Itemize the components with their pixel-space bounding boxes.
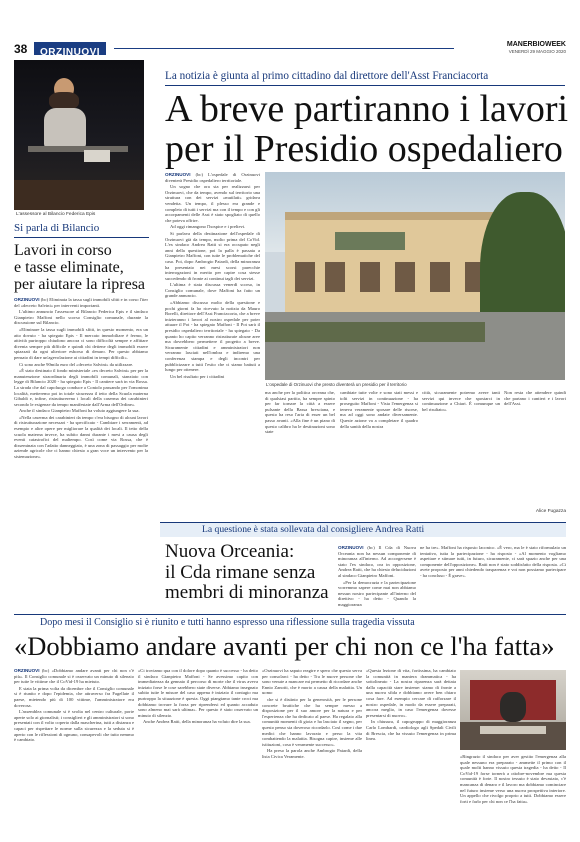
article4-kicker: Dopo mesi il Consiglio si è riunito e tutti hanno espresso una riflessione sulla tragedia vissuta (40, 617, 415, 628)
article1-col2 (265, 390, 335, 516)
article4-col1 (14, 668, 134, 828)
photo-caption-epis: L'assessore al Bilancio Federica Epis (16, 212, 96, 217)
paragraph: «Eliminare la tassa sugli immobili sfitti, in questo momento, era un atto dovuto - ha spiegato Epis - Il mercato immobiliare è fermo, le attività purtroppo chiudono ancora ci sono difficoltà sempre e affittare diventa sempre più difficile e quindi chi detiene degli immobili essere spiazzati da ogni ulteriore esborso di denaro. Per questo abbiamo pensato di dare un'agevolazione ai cittadini in tempi difficili». (14, 326, 148, 360)
paragraph: (bc) L'ospedale di Orzinuovi diventerà Presidio ospedaliero territoriale. (165, 172, 260, 183)
council-photo (460, 670, 566, 750)
paragraph: Ci sono anche 90mila euro del «decreto Salvini» da utilizzare. (19, 361, 134, 367)
paragraph: ma anche per la politica orceana che, di qualsiasi partito, ha sempre spinto per far tornare la città a essere pulsante della Bassa bresciana, e questo ha reso l'aria di esser un bel passo avanti. «Alla fine è un piano di questo calibro ha le destinazioni sono state (265, 390, 335, 435)
article1-col3 (340, 390, 418, 516)
article1-dateline: ORZINUOVI (165, 172, 191, 177)
article4-col3 (262, 668, 362, 828)
article1-col5 (504, 390, 566, 508)
article4-headline: «Dobbiamo andare avanti per chi non ce l'ha fatta» (14, 631, 555, 661)
article4-dateline: ORZINUOVI (14, 668, 40, 673)
paragraph: Ha preso la parola anche Ambrogio Paiardi, della lista Civica Veramente. (262, 748, 362, 759)
page-header (14, 42, 566, 56)
paragraph: «Nella caserma dei carabinieri da tempo c'era bisogno di alcuni lavori di ristrutturazione necessari - ha specificato - Cambiare i serramenti, ad esempio e altre opere per migliorare la qualità dei locali. Il tetto della scuola materna invece, ha subito danni durante i mesi a causa degli eventi catastrofici del maltempo. Così come via Rossa, che è disseminata con l'adatto danneggiato, è una zona di passaggio per molte aziende agricole che ci hanno chiesto a gran voce un intervento per la sistemazione». (14, 414, 148, 460)
paragraph: L'ultimo annuncio l'assessore al Bilancio Federica Epis e il sindaco Gianpietro Maffoni nello scorso Consiglio comunale, durante la discussione sul Bilancio. (14, 309, 148, 326)
paragraph: L'ultima è stata discussa venerdì scorso, in Consiglio comunale, dove Maffoni ha fatto un grande annuncio. (165, 282, 260, 299)
article3-headline-line3: membri di minoranza (165, 582, 329, 603)
paragraph: città, sicuramente potremo avere tanti servizi qui invece che spostarci in continuazione a Chiari. È comunque un bel risultato». (422, 390, 500, 412)
paragraph: In chiusura, il capogruppo di maggioranza Carlo Lombardi, cardiologo agli Spedali Civili di Brescia, che ha vissuto l'emergenza in prima linea. (366, 719, 456, 742)
article3-headline-line1: Nuova Orceania: (165, 541, 295, 562)
article2-headline (14, 242, 154, 293)
paragraph: Ad oggi rimangono l'hospice e i prelievi. (170, 224, 246, 230)
article2-headline-line1: Lavori in corso (14, 242, 112, 259)
paragraph: Un sogno che ora sta per realizzarsi per Orzinuovi, che da tempo, avendo sul territorio una struttura con dei servizi «mutilati» gridava vendetta. Un tempo, il plesso era grande e completo di tutti i servizi ma con il tempo e con gli accorpamenti delle Asst è stato spogliato di quello che poteva offrire. (165, 184, 260, 223)
article2-headline-line3: per aiutare la ripresa (14, 276, 146, 293)
paragraph: «Orzinuovi ha saputo reagire e spero che questo serva per consolarci - ha detto - Tra le nuove persone che sono venute a mancare mi permetto di ricordare anche Ennio Zanotti, che è morto a causa della malattia. Un uomo (262, 668, 362, 696)
masthead: MANERBIOWEEK (506, 41, 566, 48)
paragraph: L'assemblea comunale si è svolta nel centro culturale, porte aperte solo ai giornalisti; i consiglieri e gli amministratori si sono presentati con il volto coperto dalla mascherina, tutti a distanza e capaci per rispettare le norme sulla sicurezza e la seduta si è aperto con le riflessioni di ognuno, consapevoli che tutto nemmo è cambiato. (14, 709, 134, 743)
article2-kicker: Si parla di Bilancio (14, 222, 100, 234)
paragraph: «È stato destinato il fondo ministeriale «ex decreto Salvini» per per la manutenzione straordinaria degli immobili comunali, stanziato con legge di Bilancio 2020 - ha spiegato Epis - Il cantiere sarà in via Rossa. La strada che dal capoluogo conduce a Coniolo passando per l'omonima località, metteremo poi in totale sicurezza il tetto della Scuola materna Gibaldi e, infine, ristrutturereno i locali della caserma dei carabinieri secondo le esigenze da tempo manifestate dall'Arma dell'Ordine». (14, 368, 148, 407)
paragraph: ne ha tre». Maffoni ha risposto laconico. «È vero, ma le è stato riformulato un tentativo, tutta la partecipazione - ha risposto - «Al momento vogliamo aspettare e stimare tutti, in futuro, sicuramente, ci sarà spazio anche per una componente dell'opposizione». Ratti non è stato soddisfatto della risposta. «Ci avete proposto per anni chiedendo trasparenza e voi non possiamo partecipare - ha concluso - È grave». (420, 545, 566, 578)
article4-col4 (366, 668, 456, 828)
article1-col4 (422, 390, 500, 516)
issue-date: VENERDÌ 29 MAGGIO 2020 (508, 49, 566, 54)
paragraph: Non resta che attendere quindi che partano i cantieri e i lavori dell'Asst. (504, 390, 566, 407)
paragraph: (bc) Il Cda di Nuova Orceania non ha nessun componente di minoranza all'interno. Ad accorgersene è stato l'ex sindaco, ora in opposizione, Andrea Ratti, che ha chiesto delucidazioni al sindaco Gianpietro Maffoni. (338, 545, 416, 578)
paragraph: Si parlava della destinazione dell'ospedale di Orzinuovi già da tempo, molto prima del CoVid. L'ex sindaco Andrea Ratti si era occupato negli anni della questione, poi la palla è passata a Gianpietro Maffoni, con tutte le problematiche del caso. Poi, dopo Ambrogio Paiardi, della minoranza ha presentato nei mesi scorsi parecchie interrogazioni in merito per capire cosa stesse succedendo di fronte ai continui tagli dei servizi. (165, 230, 260, 281)
hospital-photo (265, 172, 565, 380)
article3-headline (165, 542, 335, 604)
paragraph: «Ringrazio il sindaco per aver gestito l'emergenza alla quale nessuno era preparato - ammette il primo con il quale molti hanno vissuto questa tragedia - ha detto - Il CoVid-19 forse tornerà a ottobre-novembre ma questa comunità è forte. Il nostro tessuto è stato devastato, c'è mancanza di denaro e il lavoro ma dobbiamo cominciare nel futuro insieme verso una nuova prospettiva interiore. Un appello che rivolgo proprio a tutti. Dobbiamo essere forti e farlo per chi non ce l'ha fatta». (460, 754, 566, 804)
section-label (34, 42, 106, 58)
paragraph: Anche Andrea Ratti, della minoranza ha voluto dire la sua. (143, 719, 251, 725)
paragraph: «Ci troviamo qua con il dolore dopo quanto è successo - ha detto il sindaco Gianpietro Maffoni - Se avessimo capito con immediatezza da gennaio il percorso di morte che il virus aveva iniziato forse le cose sarebbero state diverse. Abbiamo insegnato subito tutte le misure del caso appena è iniziato il contagio ma purtroppo la situazione è questa. Oggi piangiamo tante croci ma dobbiamo trovare la forza per riprendersi ed quanto accaduto sono almeno mai sarà ultima». Per questo è stato osservato un minuto di silenzio. (138, 668, 258, 718)
paragraph: «Abbiamo discusso molto della questione e pochi giorni fa ho ricevuto la notizia da Mauro Borelli, direttore dell'Asst Franciacorta, che a breve inizieranno i lavori al nostro ospedale per poter attuare il Pot - ha spiegato Maffoni - Il Pot sarà il presidio ospedaliero territoriale - ha spiegato - Da quanto ho capito verranno ristrutturate alcune aree ma dovrebbero permettere il progetto a breve. Sicuramente cittadini e amministratori non verranno lasciati nell'ombra e indiremo una conferenza stampa e degli incontri per pubblicizzare a tutti l'esito che ci siamo battuti a lungo per ottenere. (165, 300, 260, 373)
article3-headline-line2: il Cda rimane senza (165, 561, 316, 583)
article4-col2 (138, 668, 258, 828)
speaker-photo (14, 60, 144, 210)
article3-col1 (338, 545, 416, 607)
page-number: 38 (14, 42, 28, 56)
paragraph: E stata la prima volta da dicembre che il Consiglio comunale si è riunito e dopo l'epidemia, che attraverso fra Fagellate il paese, mietendo più di 100 vittime, l'amministratore era doverosa. (14, 685, 134, 708)
photo-credit: Alice Fugazza (535, 509, 566, 514)
article1-col1 (165, 172, 260, 516)
article3-banner (160, 522, 566, 537)
article3-kicker: La questione è stata sollevata dal consigliere Andrea Ratti (202, 524, 425, 535)
article1-headline (165, 89, 575, 169)
paragraph: cambiate tutte volte e sono stati messi e tolti servizi in continuazione - ha proseguito Maffoni - Vista l'emergenza si teneva veramente sposare delle risorse, ma ad oggi sono andate diversamente. Queste azione va a completare il quadro della sanità della nostra (340, 390, 418, 429)
paragraph: che si è distinto per la generosità, per le persone concrete bruttiche che ha sempre messo a disposizione per il suo amore per la natura e per l'esperienza che ha dedicato al paese. Ha regalato alla comunità momenti di gioia e ha lasciato il segno, per questo penso sia doveroso ricordarlo. Così come i due medici che hanno lavorato e perso la vita combattendo la malattia. Bisogna capire, insieme alle istituzioni, cosa è veramente successo». (262, 696, 362, 747)
paragraph: «Per la democrazia e la partecipazione vorremmo sapere come mai non abbiamo nessun nostro partecipante all'interno del direttivo - ha detto - Quando la maggioranza (338, 579, 416, 607)
article4-col5 (460, 754, 566, 828)
paragraph: «Questa lezione di vita, fortissima, ha cambiato la comunità in maniera drammatica - ha sottolineato - La nostra riparenza sarà dettata dalla capacità stare insieme: siamo di fronte a una nuova sfida e dobbiamo avere ben chiaro cosa fare. Ad esempio cercare di rafforzare il nostro ospedale, in modo da essere preparati, ancora meglio, in caso l'emergenza dovesse presentarsi di nuovo». (366, 668, 456, 718)
photo-caption-hospital: L'ospedale di Orzinuovi che presto diventerà un presidio per il territorio (266, 382, 407, 387)
section-name: ORZINUOVI (40, 47, 101, 58)
article1-headline-line1: A breve partiranno i lavori (165, 88, 569, 130)
article2-dateline: ORZINUOVI (14, 297, 40, 302)
paragraph: Un bel risultato per i cittadini (170, 373, 225, 379)
article3-dateline: ORZINUOVI (338, 545, 364, 550)
article1-kicker: La notizia è giunta al primo cittadino dal direttore dell'Asst Franciacorta (165, 70, 489, 82)
paragraph: Anche il sindaco Gianpietro Maffoni ha voluto aggiungere la sua. (19, 408, 140, 414)
article3-col2 (420, 545, 566, 607)
article2-headline-line2: e tasse eliminate, (14, 259, 124, 276)
paragraph: (bc) Eliminata la tassa sugli immobili sfitti e in corso l'iter del «decreto Salvini» per interventi importanti. (14, 297, 148, 308)
paragraph: (bc) «Dobbiamo andare avanti per chi non c'è più». Il Consiglio comunale si è osservato un minuto di silenzio per tutte le vittime che il CoVid-19 ha mietuto. (14, 668, 134, 685)
article1-headline-line2: per il Presidio ospedaliero (165, 128, 563, 170)
